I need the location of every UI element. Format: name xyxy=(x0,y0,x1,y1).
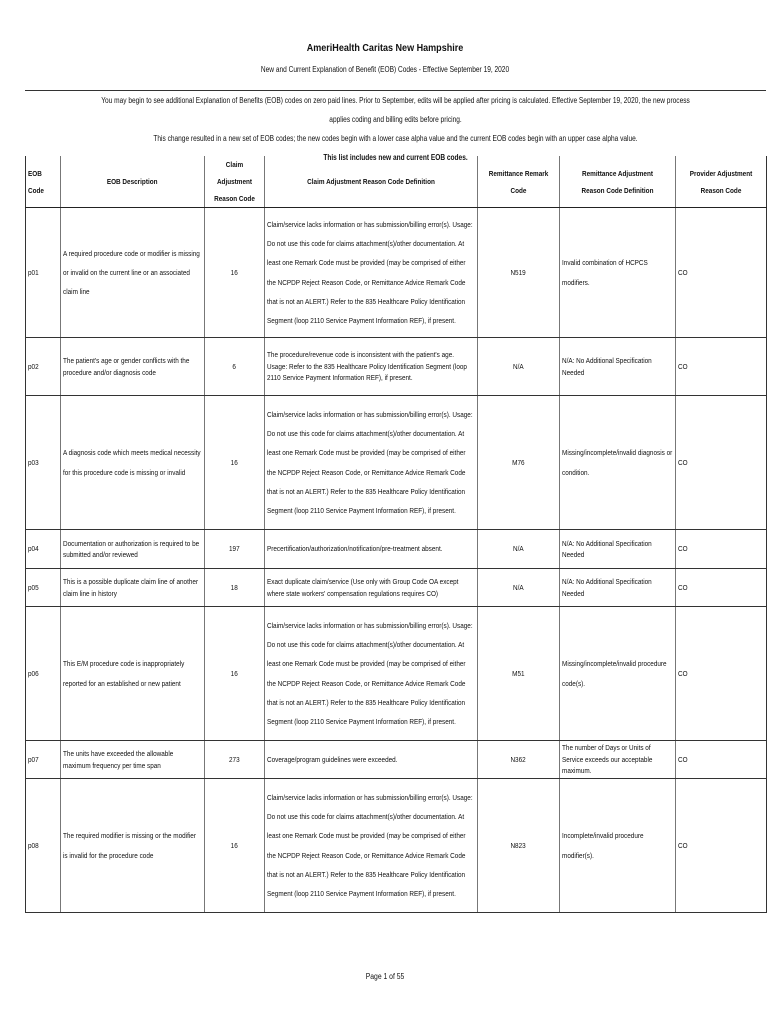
cell-carc-definition: Exact duplicate claim/service (Use only with Group Code OA except where state workers' compensation regulations requires CO) xyxy=(265,569,478,607)
table-row xyxy=(26,779,767,913)
cell-provider-code: CO xyxy=(676,779,767,913)
cell-eob-description: The patient's age or gender conflicts with the procedure and/or diagnosis code xyxy=(61,338,205,396)
cell-remark-definition: N/A: No Additional Specification Needed xyxy=(560,530,676,569)
cell-provider-code: CO xyxy=(676,396,767,530)
cell-carc: 273 xyxy=(205,741,265,779)
cell-carc: 197 xyxy=(205,530,265,569)
cell-eob-description: A diagnosis code which meets medical necessity for this procedure code is missing or invalid xyxy=(61,396,205,530)
table-row xyxy=(26,741,767,779)
cell-carc-definition: Claim/service lacks information or has submission/billing error(s). Usage: Do not use this code for claims attachment(s)/other documentation. At least one Remark Code must be provided (may be comprised of either the NCPDP Reject Reason Code, or Remittance Advice Remark Code that is not an ALERT.) Refer to the 835 Healthcare Policy Identification Segment (loop 2110 Service Payment Information REF), if present. xyxy=(265,607,478,741)
document-title: AmeriHealth Caritas New Hampshire xyxy=(306,42,464,54)
table-row xyxy=(26,208,767,338)
cell-remark-code: N/A xyxy=(478,338,560,396)
table-header-row xyxy=(26,156,767,208)
notice-line-3: This list includes new and current EOB codes. xyxy=(323,153,468,162)
cell-eob-description: This E/M procedure code is inappropriately reported for an established or new patient xyxy=(61,607,205,741)
table-row xyxy=(26,396,767,530)
cell-eob-code: p02 xyxy=(26,338,61,396)
cell-carc-definition: Claim/service lacks information or has submission/billing error(s). Usage: Do not use this code for claims attachment(s)/other documentation. At least one Remark Code must be provided (may be comprised of either the NCPDP Reject Reason Code, or Remittance Advice Remark Code that is not an ALERT.) Refer to the 835 Healthcare Policy Identification Segment (loop 2110 Service Payment Information REF), if present. xyxy=(265,396,478,530)
cell-provider-code: CO xyxy=(676,208,767,338)
eob-codes-table xyxy=(25,156,767,913)
cell-eob-code: p01 xyxy=(26,208,61,338)
table-row xyxy=(26,530,767,569)
cell-remark-code: N/A xyxy=(478,530,560,569)
cell-remark-code: M51 xyxy=(478,607,560,741)
cell-remark-code: N362 xyxy=(478,741,560,779)
cell-remark-definition: Invalid combination of HCPCS modifiers. xyxy=(560,208,676,338)
table-row xyxy=(26,338,767,396)
cell-carc-definition: Coverage/program guidelines were exceeded. xyxy=(265,741,478,779)
document-subtitle: New and Current Explanation of Benefit (EOB) Codes - Effective September 19, 2020 xyxy=(260,65,510,74)
cell-carc-definition: Precertification/authorization/notification/pre-treatment absent. xyxy=(265,530,478,569)
cell-eob-code: p05 xyxy=(26,569,61,607)
cell-carc: 16 xyxy=(205,396,265,530)
header-claim-adj-reason-definition: Claim Adjustment Reason Code Definition xyxy=(265,156,478,208)
cell-remark-definition: Missing/incomplete/invalid procedure code(s). xyxy=(560,607,676,741)
notice-box xyxy=(25,90,766,162)
cell-provider-code: CO xyxy=(676,530,767,569)
cell-eob-description: Documentation or authorization is required to be submitted and/or reviewed xyxy=(61,530,205,569)
cell-provider-code: CO xyxy=(676,338,767,396)
cell-carc: 6 xyxy=(205,338,265,396)
cell-carc: 16 xyxy=(205,779,265,913)
cell-carc-definition: The procedure/revenue code is inconsistent with the patient's age. Usage: Refer to the 835 Healthcare Policy Identification Segment (loop 2110 Service Payment Information REF), if present. xyxy=(265,338,478,396)
notice-line-1: You may begin to see additional Explanation of Benefits (EOB) codes on zero paid lines. Prior to September, edits will be applied after pricing is calculated. Effective September 19, 2020, the new process applies coding and billing edits before pricing. xyxy=(101,96,690,124)
cell-remark-code: N823 xyxy=(478,779,560,913)
cell-provider-code: CO xyxy=(676,741,767,779)
cell-eob-code: p03 xyxy=(26,396,61,530)
cell-remark-code: M76 xyxy=(478,396,560,530)
cell-eob-code: p04 xyxy=(26,530,61,569)
cell-provider-code: CO xyxy=(676,569,767,607)
table-row xyxy=(26,569,767,607)
cell-carc-definition: Claim/service lacks information or has submission/billing error(s). Usage: Do not use this code for claims attachment(s)/other documentation. At least one Remark Code must be provided (may be comprised of either the NCPDP Reject Reason Code, or Remittance Advice Remark Code that is not an ALERT.) Refer to the 835 Healthcare Policy Identification Segment (loop 2110 Service Payment Information REF), if present. xyxy=(265,208,478,338)
cell-carc: 18 xyxy=(205,569,265,607)
header-remittance-adj-reason-definition: Remittance Adjustment Reason Code Definition xyxy=(560,156,676,208)
cell-remark-definition: N/A: No Additional Specification Needed xyxy=(560,569,676,607)
header-eob-description: EOB Description xyxy=(61,156,205,208)
cell-eob-code: p06 xyxy=(26,607,61,741)
cell-eob-code: p07 xyxy=(26,741,61,779)
cell-carc: 16 xyxy=(205,208,265,338)
header-eob-code: EOB Code xyxy=(26,156,61,208)
header-provider-adj-reason-code: Provider Adjustment Reason Code xyxy=(676,156,767,208)
cell-carc: 16 xyxy=(205,607,265,741)
cell-carc-definition: Claim/service lacks information or has submission/billing error(s). Usage: Do not use this code for claims attachment(s)/other documentation. At least one Remark Code must be provided (may be comprised of either the NCPDP Reject Reason Code, or Remittance Advice Remark Code that is not an ALERT.) Refer to the 835 Healthcare Policy Identification Segment (loop 2110 Service Payment Information REF), if present. xyxy=(265,779,478,913)
cell-remark-definition: Incomplete/invalid procedure modifier(s). xyxy=(560,779,676,913)
cell-remark-definition: N/A: No Additional Specification Needed xyxy=(560,338,676,396)
page-footer: Page 1 of 55 xyxy=(365,972,405,981)
cell-provider-code: CO xyxy=(676,607,767,741)
cell-remark-code: N519 xyxy=(478,208,560,338)
cell-remark-definition: Missing/incomplete/invalid diagnosis or condition. xyxy=(560,396,676,530)
cell-remark-definition: The number of Days or Units of Service exceeds our acceptable maximum. xyxy=(560,741,676,779)
cell-eob-description: This is a possible duplicate claim line of another claim line in history xyxy=(61,569,205,607)
notice-line-2: This change resulted in a new set of EOB codes; the new codes begin with a lower case alpha value and the current EOB codes begin with an upper case alpha value. xyxy=(153,134,638,143)
header-remittance-remark-code: Remittance Remark Code xyxy=(478,156,560,208)
cell-eob-code: p08 xyxy=(26,779,61,913)
cell-eob-description: The units have exceeded the allowable maximum frequency per time span xyxy=(61,741,205,779)
cell-eob-description: A required procedure code or modifier is missing or invalid on the current line or an associated claim line xyxy=(61,208,205,338)
table-row xyxy=(26,607,767,741)
header-claim-adj-reason-code: Claim Adjustment Reason Code xyxy=(205,156,265,208)
cell-eob-description: The required modifier is missing or the modifier is invalid for the procedure code xyxy=(61,779,205,913)
cell-remark-code: N/A xyxy=(478,569,560,607)
